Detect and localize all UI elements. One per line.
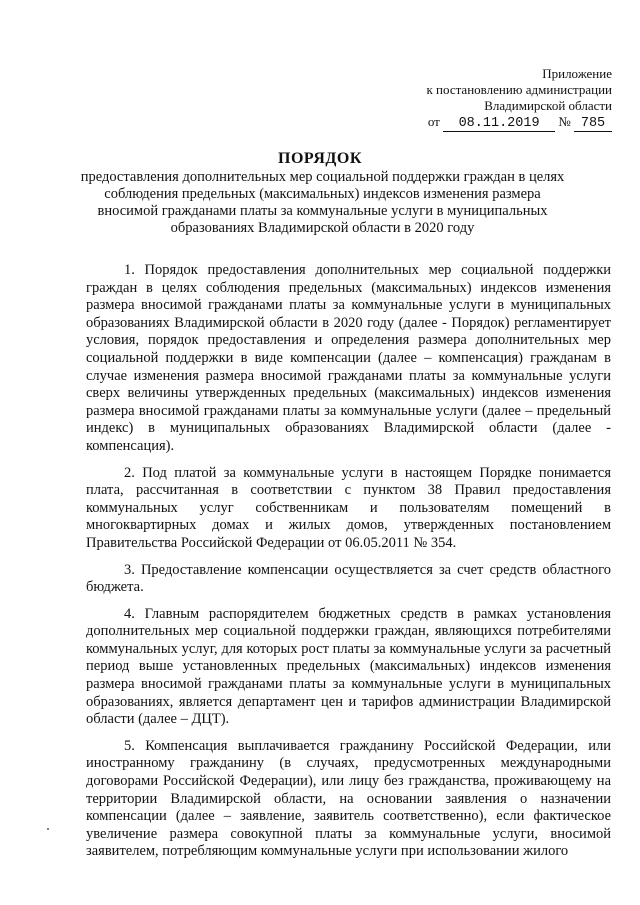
appendix-date-line (352, 114, 612, 132)
document-body (86, 262, 611, 870)
document-date: 08.11.2019 (443, 117, 555, 132)
paragraph-2: 2. Под платой за коммунальные услуги в настоящем Порядке понимается плата, рассчитанная в соответствии с пунктом 38 Правил предоставления коммунальных услуг собственникам и пользователям помещений в многоквартирных домах и жилых домов, утвержденных постановлением Правительства Российской Федерации от 06.05.2011 № 354. (86, 464, 611, 551)
appendix-block (352, 66, 612, 132)
number-prefix: № (558, 114, 571, 129)
paragraph-4: 4. Главным распорядителем бюджетных средств в рамках установления дополнительных мер социальной поддержки граждан, являющихся потребителями коммунальных услуг, для которых рост платы за коммунальные услуги за расчетный период выше установленных предельных (максимальных) индексов изменения размера вносимой гражданами платы за коммунальные услуги в муниципальных образованиях, является департамент цен и тарифов администрации Владимирской области (далее – ДЦТ). (86, 605, 611, 728)
appendix-line-3: Владимирской области (484, 98, 612, 113)
document-number: 785 (574, 117, 612, 132)
document-subtitle: предоставления дополнительных мер социальной поддержки граждан в целях соблюдения предельных (максимальных) индексов изменения размера вносимой гражданами платы за коммунальные услуги в муниципальных образованиях Владимирской области в 2020 году (80, 169, 565, 236)
document-title: ПОРЯДОК (278, 150, 362, 167)
paragraph-3: 3. Предоставление компенсации осуществляется за счет средств областного бюджета. (86, 561, 611, 596)
paragraph-1: 1. Порядок предоставления дополнительных мер социальной поддержки граждан в целях соблюдения предельных (максимальных) индексов изменения размера вносимой гражданами платы за коммунальные услуги в муниципальных образованиях Владимирской области в 2020 году (далее - Порядок) регламентирует условия, порядок предоставления и определения размера дополнительных мер социальной поддержки в виде компенсации (далее – компенсация) гражданам в случае изменения размера вносимой гражданами платы за коммунальные услуги сверх величины утвержденных предельных (максимальных) индексов изменения размера вносимой гражданами платы за коммунальные услуги (далее – предельный индекс) в муниципальных образованиях Владимирской области (далее - компенсация). (86, 262, 611, 454)
appendix-line-1: Приложение (542, 66, 612, 81)
appendix-line-2: к постановлению администрации (426, 82, 612, 97)
paragraph-5: 5. Компенсация выплачивается гражданину Российской Федерации, или иностранному гражданину (в случаях, предусмотренных международными договорами Российской Федерации), или лицу без гражданства, проживающему на территории Владимирской области, на основании заявления о назначении компенсации (далее – заявление, заявитель соответственно), если фактическое увеличение размера совокупной платы за коммунальные услуги, вносимой заявителем, потребляющим коммунальные услуги при использовании жилого (86, 737, 611, 860)
scan-speck (47, 828, 49, 830)
date-prefix: от (427, 114, 440, 129)
